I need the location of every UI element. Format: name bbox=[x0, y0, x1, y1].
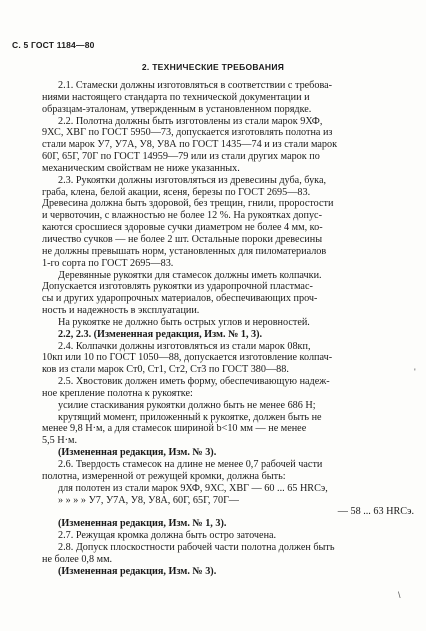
text-line: не более 0,8 мм. bbox=[42, 553, 113, 565]
text-line: и червоточин, с влажностью не более 12 %. На рукоятках допус- bbox=[42, 210, 322, 222]
text-line: На рукоятке не должно быть острых углов и неровностей. bbox=[58, 316, 310, 328]
amendment-note: 2.2, 2.3. (Измененная редакция, Изм. № 1, 3). bbox=[58, 328, 263, 340]
text-line: 2.5. Хвостовик должен иметь форму, обеспечивающую надеж- bbox=[58, 376, 330, 388]
text-line: 1-го сорта по ГОСТ 2695—83. bbox=[42, 257, 174, 269]
text-line: ное крепление полотна к рукоятке: bbox=[42, 387, 193, 399]
text-line: для полотен из стали марок 9ХФ, 9ХС, ХВГ — 60 ... 65 HRCэ, bbox=[58, 482, 328, 494]
text-line: Древесина должна быть здоровой, без трещин, гнили, проростости bbox=[42, 198, 334, 210]
text-line: не должны превышать норм, установленных для пиломатериалов bbox=[42, 245, 327, 257]
page-header: С. 5 ГОСТ 1184—80 bbox=[12, 40, 95, 50]
amendment-note: (Измененная редакция, Изм. № 3). bbox=[58, 565, 217, 577]
amendment-note: (Измененная редакция, Изм. № 1, 3). bbox=[58, 518, 227, 530]
text-line: 60Г, 65Г, 70Г по ГОСТ 14959—79 или из стали других марок по bbox=[42, 151, 320, 163]
text-line: 2.3. Рукоятки должны изготовляться из древесины дуба, бука, bbox=[58, 174, 327, 186]
text-line: ниями настоящего стандарта по технической документации и bbox=[42, 91, 310, 103]
text-line: 9ХС, ХВГ по ГОСТ 5950—73, допускается изготовлять полотна из bbox=[42, 127, 333, 139]
text-line: механическим свойствам не ниже указанных. bbox=[42, 162, 240, 174]
text-line: 2.7. Режущая кромка должна быть остро заточена. bbox=[58, 530, 277, 542]
document-body bbox=[42, 80, 414, 577]
text-line: 10кп или 10 по ГОСТ 1050—88, допускается изготовление колпач- bbox=[42, 352, 333, 364]
text-line: Деревянные рукоятки для стамесок должны иметь колпачки. bbox=[58, 269, 322, 281]
text-line: крутящий момент, приложенный к рукоятке, должен быть не bbox=[58, 411, 322, 423]
text-line: граба, клена, белой акации, ясеня, березы по ГОСТ 2695—83. bbox=[42, 186, 311, 198]
text-line: 2.4. Колпачки должны изготовляться из стали марок 08кп, bbox=[58, 340, 311, 352]
text-line: Допускается изготовлять рукоятки из ударопрочной пластмас- bbox=[42, 281, 313, 293]
text-line: личество сучков — не более 2 шт. Остальные пороки древесины bbox=[42, 233, 323, 245]
text-line: » » » » У7, У7А, У8, У8А, 60Г, 65Г, 70Г— bbox=[58, 494, 239, 506]
text-line: каются сросшиеся здоровые сучки диаметром не более 4 мм, ко- bbox=[42, 222, 323, 234]
text-line: 2.1. Стамески должны изготовляться в соответствии с требова- bbox=[58, 80, 333, 91]
text-line: ков из стали марок Ст0, Ст1, Ст2, Ст3 по ГОСТ 380—88. bbox=[42, 364, 289, 376]
text-line: 2.6. Твердость стамесок на длине не менее 0,7 рабочей части bbox=[58, 459, 323, 470]
text-line: образцам-эталонам, утвержденным в установленном порядке. bbox=[42, 103, 312, 115]
text-line: ность и надежность в эксплуатации. bbox=[42, 305, 200, 317]
margin-mark: ' bbox=[414, 367, 416, 377]
amendment-note: (Измененная редакция, Изм. № 3). bbox=[58, 447, 217, 459]
section-title: 2. ТЕХНИЧЕСКИЕ ТРЕБОВАНИЯ bbox=[141, 62, 285, 72]
text-line: — 58 ... 63 HRCэ. bbox=[337, 506, 414, 518]
text-line: 2.2. Полотна должны быть изготовлены из стали марок 9ХФ, bbox=[58, 115, 323, 127]
text-line: сы и других ударопрочных материалов, обеспечивающих проч- bbox=[42, 293, 318, 305]
text-line: усилие стаскивания рукоятки должно быть не менее 686 Н; bbox=[58, 399, 316, 411]
text-line: менее 9,8 Н·м, а для стамесок шириной b<10 мм — не менее bbox=[42, 423, 307, 435]
text-line: 2.8. Допуск плоскостности рабочей части полотна должен быть bbox=[58, 541, 335, 553]
margin-mark: \ bbox=[398, 590, 401, 600]
text-line: полотна, измеренной от режущей кромки, должна быть: bbox=[42, 470, 286, 482]
text-line: 5,5 Н·м. bbox=[42, 435, 78, 447]
text-line: стали марок У7, У7А, У8, У8А по ГОСТ 1435—74 и из стали марок bbox=[42, 139, 338, 151]
